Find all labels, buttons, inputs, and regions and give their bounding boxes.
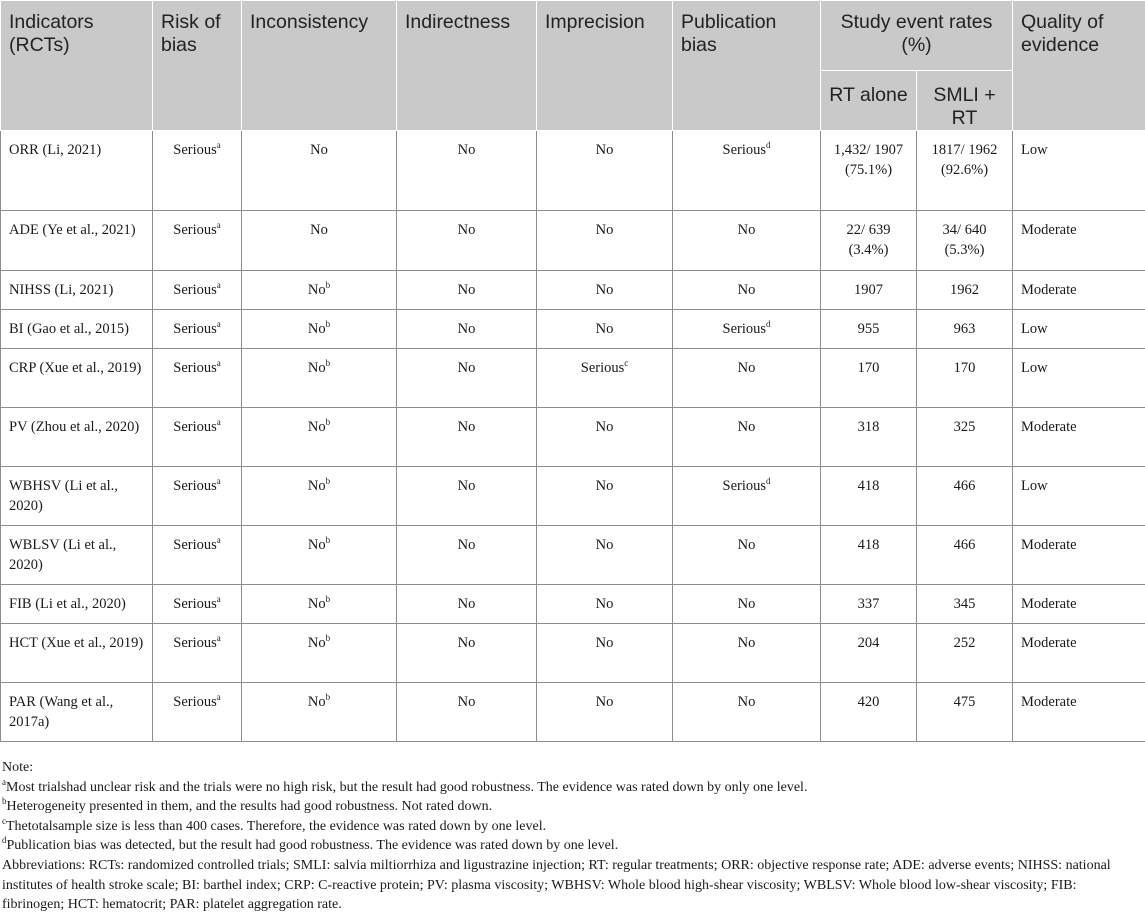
footnote-marker: b	[325, 535, 331, 545]
table-row	[1, 271, 1145, 310]
cell-publication-bias-text: No	[737, 694, 756, 710]
table-row	[1, 408, 1145, 467]
cell-rt-alone-text: 418	[857, 537, 880, 553]
footnote-d	[2, 836, 1140, 856]
cell-publication-bias	[673, 467, 821, 526]
cell-imprecision	[537, 131, 673, 211]
footnote-marker: d	[766, 140, 771, 150]
table-row	[1, 310, 1145, 349]
cell-rt-alone	[821, 131, 917, 211]
cell-indirectness-text: No	[457, 282, 476, 298]
cell-quality	[1013, 211, 1145, 271]
cell-risk-of-bias-text: Serious	[173, 321, 217, 337]
cell-publication-bias-text: No	[737, 635, 756, 651]
cell-risk-of-bias	[153, 211, 242, 271]
cell-quality	[1013, 683, 1145, 742]
cell-risk-of-bias-text: Serious	[173, 142, 217, 158]
header-study-event-rates: Study event rates (%)	[821, 1, 1013, 71]
cell-risk-of-bias	[153, 624, 242, 683]
footnote-marker: a	[216, 140, 221, 150]
cell-quality-text: Moderate	[1021, 694, 1077, 710]
cell-inconsistency	[242, 683, 397, 742]
cell-inconsistency	[242, 526, 397, 585]
cell-quality-text: Moderate	[1021, 282, 1077, 298]
cell-indicator-text: CRP (Xue et al., 2019)	[9, 360, 142, 376]
cell-quality-text: Moderate	[1021, 222, 1077, 238]
cell-smli-rt	[917, 408, 1013, 467]
cell-inconsistency	[242, 271, 397, 310]
cell-inconsistency	[242, 408, 397, 467]
cell-indicator-text: FIB (Li et al., 2020)	[9, 596, 126, 612]
cell-publication-bias-text: No	[737, 360, 756, 376]
footnote-marker: a	[216, 633, 221, 643]
cell-smli-rt	[917, 211, 1013, 271]
table-row	[1, 211, 1145, 271]
cell-rt-alone	[821, 211, 917, 271]
cell-rt-alone	[821, 271, 917, 310]
cell-rt-alone	[821, 683, 917, 742]
cell-quality	[1013, 408, 1145, 467]
cell-quality-text: Low	[1021, 360, 1048, 376]
cell-indirectness	[397, 211, 537, 271]
cell-publication-bias-text: Serious	[722, 478, 766, 494]
cell-imprecision-text: No	[595, 419, 614, 435]
header-publication-bias: Publication bias	[673, 1, 821, 131]
cell-quality-text: Moderate	[1021, 596, 1077, 612]
cell-indicator-text: ADE (Ye et al., 2021)	[9, 222, 136, 238]
cell-imprecision-text: No	[595, 635, 614, 651]
cell-smli-rt-text: 466	[953, 537, 976, 553]
footnote-marker: c	[624, 358, 629, 368]
cell-risk-of-bias-text: Serious	[173, 282, 217, 298]
cell-rt-alone-text: 170	[857, 360, 880, 376]
cell-imprecision	[537, 467, 673, 526]
cell-smli-rt	[917, 585, 1013, 624]
footnote-marker: d	[2, 835, 7, 846]
footnote-marker: d	[766, 476, 771, 486]
cell-inconsistency-text: No	[307, 596, 326, 612]
cell-risk-of-bias	[153, 349, 242, 408]
cell-inconsistency	[242, 624, 397, 683]
table-row	[1, 349, 1145, 408]
cell-inconsistency-text: No	[307, 282, 326, 298]
abbreviations: Abbreviations: RCTs: randomized controlled trials; SMLI: salvia miltiorrhiza and ligustrazine injection; RT: regular treatments; ORR: objective response rate; ADE: adverse events; NIHSS: national institutes of health stroke scale; BI: barthel index; CRP: C-reactive protein; PV: plasma viscosity; WBHSV: Whole blood high-shear viscosity; WBLSV: Whole blood low-shear viscosity; FIB: fibrinogen; HCT: hematocrit; PAR: platelet aggregation rate.	[2, 857, 1111, 913]
footnote-marker: b	[325, 280, 331, 290]
footnote-marker: d	[766, 319, 771, 329]
footnote-marker: b	[325, 417, 331, 427]
table-header	[1, 1, 1145, 131]
footnote-marker: b	[2, 796, 7, 807]
cell-risk-of-bias	[153, 526, 242, 585]
cell-rt-alone-text: 1,432/ 1907 (75.1%)	[833, 142, 904, 178]
cell-quality-text: Moderate	[1021, 419, 1077, 435]
cell-risk-of-bias	[153, 310, 242, 349]
cell-inconsistency-text: No	[310, 142, 328, 158]
cell-inconsistency	[242, 131, 397, 211]
cell-inconsistency-text: No	[307, 635, 326, 651]
cell-inconsistency-text: No	[307, 419, 326, 435]
cell-imprecision-text: No	[595, 694, 614, 710]
footnote-marker: a	[216, 535, 221, 545]
footnote-marker: a	[216, 476, 221, 486]
cell-smli-rt-text: 466	[953, 478, 976, 494]
cell-inconsistency-text: No	[307, 321, 326, 337]
cell-indicator	[1, 349, 153, 408]
footnote-text: Thetotalsample size is less than 400 cases. Therefore, the evidence was rated down by one level.	[6, 818, 547, 834]
cell-indicator	[1, 131, 153, 211]
footnote-text: Publication bias was detected, but the result had good robustness. The evidence was rated down by one level.	[6, 838, 619, 854]
cell-indirectness	[397, 585, 537, 624]
cell-indirectness	[397, 408, 537, 467]
cell-smli-rt-text: 345	[953, 596, 976, 612]
cell-quality	[1013, 624, 1145, 683]
footnote-marker: b	[325, 594, 331, 604]
cell-indirectness-text: No	[457, 694, 476, 710]
cell-indirectness-text: No	[457, 537, 476, 553]
footnote-marker: c	[2, 815, 6, 826]
cell-indicator	[1, 683, 153, 742]
cell-rt-alone	[821, 624, 917, 683]
cell-risk-of-bias-text: Serious	[173, 478, 217, 494]
footnote-marker: b	[325, 358, 331, 368]
cell-publication-bias-text: No	[737, 419, 756, 435]
cell-publication-bias	[673, 271, 821, 310]
footnote-c	[2, 817, 1140, 837]
header-indicators: Indicators (RCTs)	[1, 1, 153, 131]
cell-imprecision	[537, 585, 673, 624]
cell-imprecision-text: No	[595, 321, 614, 337]
cell-imprecision	[537, 683, 673, 742]
cell-rt-alone	[821, 585, 917, 624]
cell-indicator	[1, 211, 153, 271]
cell-imprecision	[537, 310, 673, 349]
cell-indicator	[1, 310, 153, 349]
cell-smli-rt-text: 325	[953, 419, 976, 435]
cell-publication-bias-text: No	[737, 222, 756, 238]
footnote-marker: a	[216, 417, 221, 427]
cell-publication-bias	[673, 585, 821, 624]
cell-rt-alone-text: 204	[857, 635, 880, 651]
cell-publication-bias	[673, 624, 821, 683]
cell-smli-rt-text: 963	[953, 321, 976, 337]
cell-inconsistency	[242, 211, 397, 271]
cell-rt-alone-text: 420	[857, 694, 880, 710]
footnote-text: Most trialshad unclear risk and the trials were no high risk, but the result had good robustness. The evidence was rated down by only one level.	[6, 779, 808, 795]
cell-indicator-text: ORR (Li, 2021)	[9, 142, 102, 158]
cell-indicator-text: NIHSS (Li, 2021)	[9, 282, 114, 298]
cell-imprecision-text: No	[595, 142, 614, 158]
cell-indicator	[1, 585, 153, 624]
cell-risk-of-bias-text: Serious	[173, 360, 217, 376]
cell-rt-alone	[821, 526, 917, 585]
cell-indirectness-text: No	[457, 635, 476, 651]
cell-smli-rt-text: 1817/ 1962 (92.6%)	[931, 142, 998, 178]
cell-indirectness-text: No	[457, 419, 476, 435]
cell-rt-alone-text: 418	[857, 478, 880, 494]
cell-imprecision-text: No	[595, 537, 614, 553]
cell-indirectness	[397, 349, 537, 408]
footnote-a	[2, 778, 1140, 798]
table-row	[1, 131, 1145, 211]
cell-imprecision	[537, 349, 673, 408]
cell-quality-text: Moderate	[1021, 537, 1077, 553]
footnote-marker: b	[325, 319, 331, 329]
cell-quality	[1013, 310, 1145, 349]
cell-indicator-text: PV (Zhou et al., 2020)	[9, 419, 140, 435]
cell-smli-rt	[917, 310, 1013, 349]
cell-rt-alone-text: 1907	[854, 282, 883, 298]
cell-quality	[1013, 271, 1145, 310]
table-row	[1, 683, 1145, 742]
cell-publication-bias-text: No	[737, 282, 756, 298]
cell-indicator-text: WBLSV (Li et al., 2020)	[9, 537, 117, 573]
cell-indicator-text: PAR (Wang et al., 2017a)	[9, 694, 114, 730]
cell-indicator	[1, 271, 153, 310]
cell-risk-of-bias	[153, 131, 242, 211]
cell-indicator	[1, 526, 153, 585]
cell-smli-rt-text: 34/ 640 (5.3%)	[942, 222, 987, 258]
cell-indirectness	[397, 683, 537, 742]
cell-smli-rt	[917, 467, 1013, 526]
header-quality-of-evidence: Quality of evidence	[1013, 1, 1145, 131]
cell-indirectness	[397, 526, 537, 585]
cell-smli-rt-text: 252	[953, 635, 976, 651]
cell-rt-alone	[821, 349, 917, 408]
cell-rt-alone-text: 955	[857, 321, 880, 337]
table-row	[1, 467, 1145, 526]
cell-indirectness-text: No	[457, 222, 476, 238]
cell-inconsistency	[242, 310, 397, 349]
cell-smli-rt-text: 1962	[950, 282, 979, 298]
cell-quality	[1013, 349, 1145, 408]
cell-rt-alone-text: 22/ 639 (3.4%)	[846, 222, 891, 258]
cell-publication-bias	[673, 211, 821, 271]
cell-indirectness	[397, 624, 537, 683]
cell-inconsistency-text: No	[307, 694, 326, 710]
cell-smli-rt-text: 170	[953, 360, 976, 376]
cell-risk-of-bias	[153, 683, 242, 742]
table-row	[1, 624, 1145, 683]
cell-publication-bias	[673, 310, 821, 349]
cell-imprecision-text: No	[595, 478, 614, 494]
cell-inconsistency	[242, 585, 397, 624]
cell-rt-alone	[821, 310, 917, 349]
header-inconsistency: Inconsistency	[242, 1, 397, 131]
cell-publication-bias	[673, 131, 821, 211]
cell-smli-rt	[917, 271, 1013, 310]
cell-publication-bias	[673, 408, 821, 467]
cell-indirectness-text: No	[457, 321, 476, 337]
cell-inconsistency	[242, 349, 397, 408]
cell-imprecision-text: No	[595, 282, 614, 298]
cell-indirectness	[397, 131, 537, 211]
footnote-marker: a	[2, 776, 6, 787]
cell-risk-of-bias	[153, 271, 242, 310]
footnote-marker: a	[216, 220, 221, 230]
cell-risk-of-bias-text: Serious	[173, 419, 217, 435]
cell-risk-of-bias	[153, 467, 242, 526]
footnote-b	[2, 797, 1140, 817]
footnote-marker: a	[216, 594, 221, 604]
cell-indicator	[1, 624, 153, 683]
cell-risk-of-bias-text: Serious	[173, 537, 217, 553]
cell-indicator-text: WBHSV (Li et al., 2020)	[9, 478, 118, 514]
cell-smli-rt	[917, 624, 1013, 683]
cell-indirectness	[397, 310, 537, 349]
cell-risk-of-bias	[153, 585, 242, 624]
cell-quality	[1013, 467, 1145, 526]
table-row	[1, 526, 1145, 585]
cell-imprecision-text: No	[595, 596, 614, 612]
cell-indirectness-text: No	[457, 596, 476, 612]
cell-smli-rt	[917, 526, 1013, 585]
table-notes	[2, 758, 1140, 915]
cell-publication-bias-text: Serious	[722, 321, 766, 337]
header-imprecision: Imprecision	[537, 1, 673, 131]
cell-risk-of-bias-text: Serious	[173, 596, 217, 612]
footnote-marker: a	[216, 358, 221, 368]
note-label: Note:	[2, 760, 34, 775]
footnote-marker: b	[325, 476, 331, 486]
cell-smli-rt	[917, 683, 1013, 742]
cell-imprecision-text: Serious	[580, 360, 625, 376]
footnote-marker: b	[325, 692, 331, 702]
cell-indicator	[1, 408, 153, 467]
cell-indirectness-text: No	[457, 142, 476, 158]
header-rt-alone: RT alone	[821, 71, 917, 131]
cell-inconsistency-text: No	[307, 360, 326, 376]
cell-indicator-text: BI (Gao et al., 2015)	[9, 321, 129, 337]
cell-indirectness	[397, 271, 537, 310]
cell-publication-bias-text: No	[737, 537, 756, 553]
cell-imprecision	[537, 624, 673, 683]
cell-indirectness-text: No	[457, 478, 476, 494]
cell-indirectness	[397, 467, 537, 526]
cell-risk-of-bias-text: Serious	[173, 694, 217, 710]
footnote-marker: a	[216, 280, 221, 290]
cell-rt-alone	[821, 408, 917, 467]
footnote-marker: a	[216, 692, 221, 702]
cell-imprecision	[537, 211, 673, 271]
cell-indicator	[1, 467, 153, 526]
cell-indicator-text: HCT (Xue et al., 2019)	[9, 635, 144, 651]
cell-quality-text: Low	[1021, 321, 1048, 337]
cell-quality-text: Moderate	[1021, 635, 1077, 651]
cell-publication-bias	[673, 349, 821, 408]
cell-quality	[1013, 131, 1145, 211]
header-smli-rt: SMLI + RT	[917, 71, 1013, 131]
cell-imprecision	[537, 526, 673, 585]
cell-smli-rt	[917, 131, 1013, 211]
cell-inconsistency-text: No	[310, 222, 328, 238]
cell-inconsistency	[242, 467, 397, 526]
table-row	[1, 585, 1145, 624]
cell-imprecision	[537, 271, 673, 310]
cell-publication-bias-text: No	[737, 596, 756, 612]
cell-inconsistency-text: No	[307, 537, 326, 553]
cell-rt-alone-text: 337	[857, 596, 880, 612]
footnote-text: Heterogeneity presented in them, and the results had good robustness. Not rated down.	[6, 799, 493, 815]
cell-indirectness-text: No	[457, 360, 476, 376]
cell-quality	[1013, 585, 1145, 624]
cell-quality-text: Low	[1021, 142, 1048, 158]
cell-smli-rt-text: 475	[953, 694, 976, 710]
cell-publication-bias	[673, 683, 821, 742]
cell-quality-text: Low	[1021, 478, 1048, 494]
cell-publication-bias-text: Serious	[722, 142, 766, 158]
header-indirectness: Indirectness	[397, 1, 537, 131]
cell-imprecision	[537, 408, 673, 467]
cell-risk-of-bias-text: Serious	[173, 635, 217, 651]
cell-risk-of-bias	[153, 408, 242, 467]
cell-inconsistency-text: No	[307, 478, 326, 494]
cell-quality	[1013, 526, 1145, 585]
table-body	[1, 131, 1145, 742]
cell-imprecision-text: No	[595, 222, 614, 238]
footnote-marker: a	[216, 319, 221, 329]
footnote-marker: b	[325, 633, 331, 643]
header-risk-of-bias: Risk of bias	[153, 1, 242, 131]
cell-publication-bias	[673, 526, 821, 585]
cell-smli-rt	[917, 349, 1013, 408]
cell-rt-alone	[821, 467, 917, 526]
cell-rt-alone-text: 318	[857, 419, 880, 435]
cell-risk-of-bias-text: Serious	[173, 222, 217, 238]
